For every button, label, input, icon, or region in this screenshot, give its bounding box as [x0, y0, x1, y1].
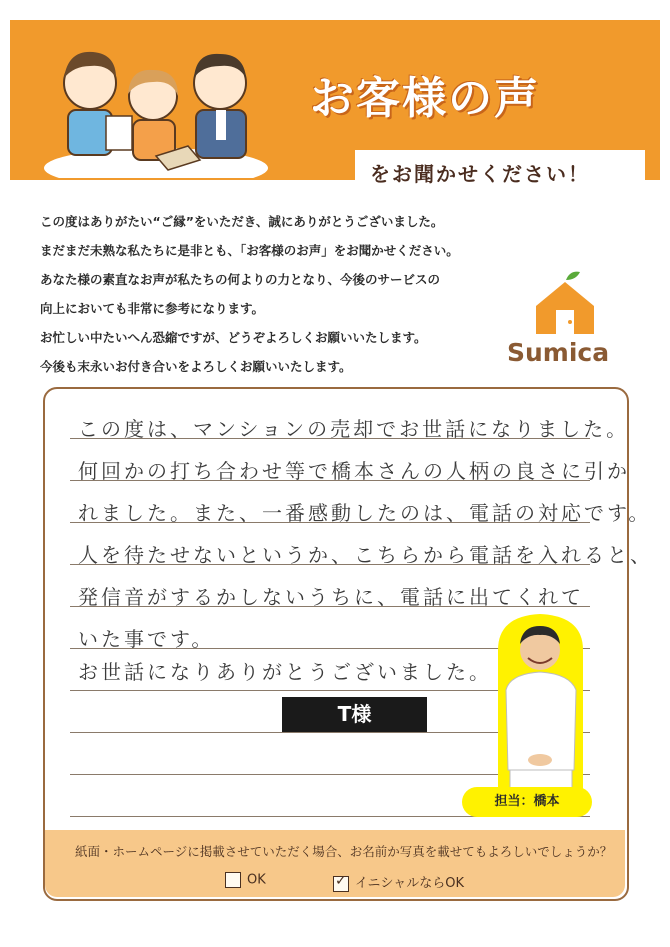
header-banner — [10, 20, 660, 186]
handwritten-line: 何回かの打ち合わせ等で橋本さんの人柄の良さに引か — [78, 459, 630, 483]
consent-question: 紙面・ホームページに掲載させていただく場合、お名前か写真を載せてもよろしいでしょうか？ — [75, 844, 613, 859]
staff-photo — [488, 610, 593, 810]
intro-line: まだまだ未熟な私たちに是非とも、「お客様のお声」をお聞かせください。 — [40, 243, 459, 258]
handwritten-line: いた事です。 — [78, 627, 215, 651]
ok-checkbox[interactable] — [225, 872, 241, 888]
page-subtitle: をお聞かせください！ — [370, 162, 590, 186]
handwritten-line: お世話になりありがとうございました。 — [78, 660, 492, 684]
intro-line: 今後も末永いお付き合いをよろしくお願いいたします。 — [40, 359, 352, 374]
page-title: お客様の声 — [310, 73, 540, 124]
staff-illustration — [38, 28, 268, 178]
staff-label: 担当：橋本 — [462, 787, 592, 817]
option-ok[interactable] — [225, 872, 266, 888]
logo-text: Sumica — [507, 338, 610, 367]
intro-line: この度はありがたい“ご縁”をいただき、誠にありがとうございました。 — [40, 214, 444, 229]
intro-line: 向上においても非常に参考になります。 — [40, 301, 265, 316]
intro-line: お忙しい中たいへん恐縮ですが、どうぞよろしくお願いいたします。 — [40, 330, 427, 345]
handwritten-line: 発信音がするかしないうちに、電話に出てくれて — [78, 585, 584, 609]
handwritten-line: 人を待たせないというか、こちらから電話を入れると、 — [78, 543, 653, 567]
intro-line: あなた様の素直なお声が私たちの何よりの力となり、今後のサービスの — [40, 272, 441, 287]
option-ok-label: OK — [247, 872, 266, 888]
intro-text — [40, 207, 540, 381]
handwritten-line: この度は、マンションの売却でお世話になりました。 — [78, 417, 630, 441]
customer-name: T様 — [282, 697, 427, 732]
initials-checkbox[interactable] — [333, 872, 349, 892]
handwritten-line: れました。また、一番感動したのは、電話の対応です。 — [78, 501, 652, 525]
option-initials[interactable] — [333, 872, 464, 892]
checkmark-icon: ✓ — [335, 872, 347, 889]
option-initials-label: イニシャルならOK — [355, 876, 464, 891]
